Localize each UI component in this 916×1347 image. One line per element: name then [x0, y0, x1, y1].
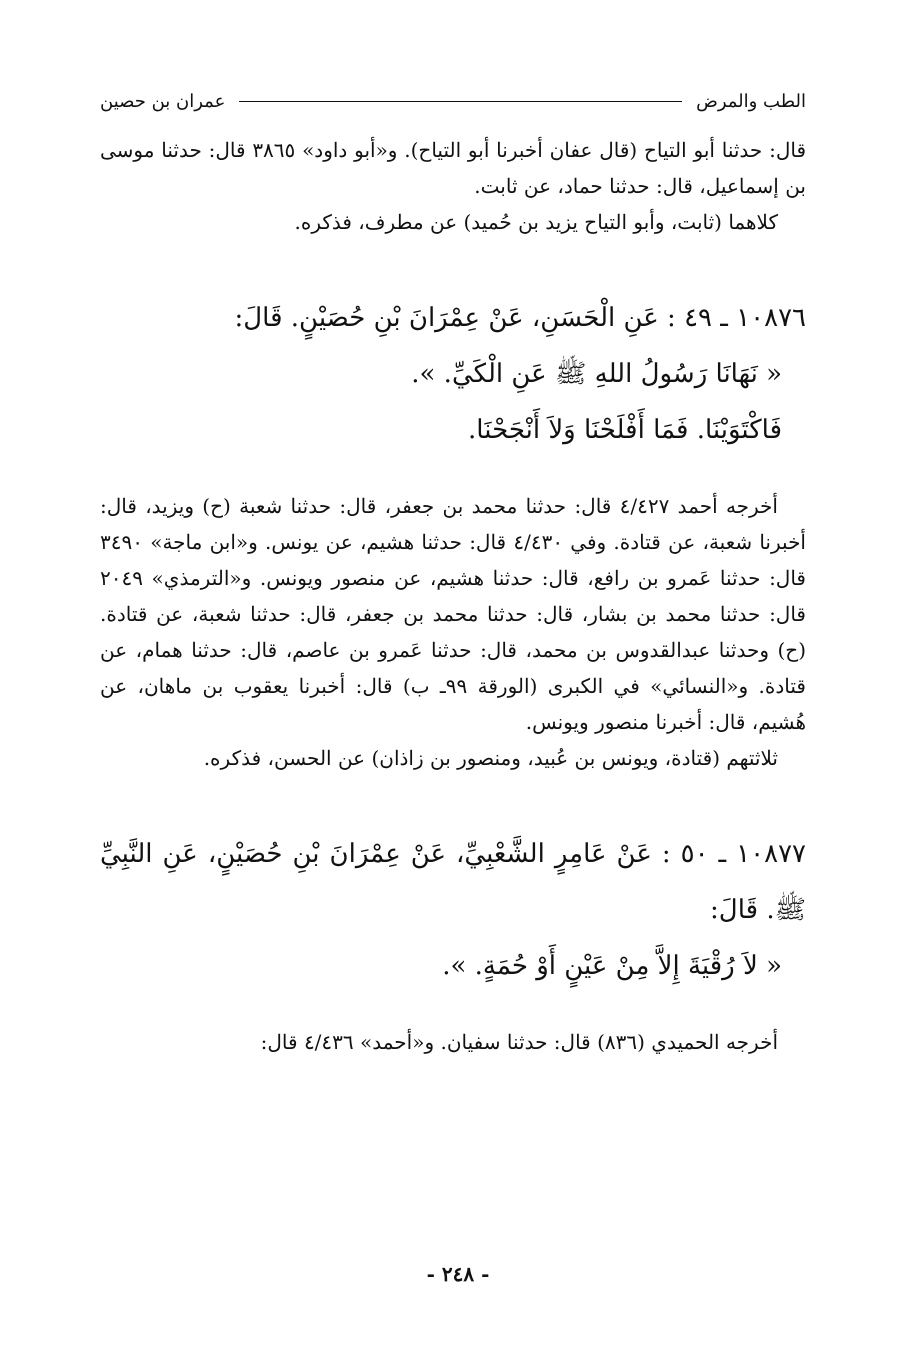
header-rule: [239, 101, 682, 102]
header-companion-name: عمران بن حصين: [100, 90, 226, 112]
hadith-10876-line-3: فَاكْتَوَيْنَا. فَمَا أَفْلَحْنَا وَلاَ أَنْجَحْنَا.: [468, 415, 782, 445]
hadith-10877: [100, 826, 806, 994]
running-header: [100, 88, 806, 114]
page-body: [100, 132, 806, 1060]
takhrij-10876-paragraph-1: أخرجه أحمد ٤/٤٢٧ قال: حدثنا محمد بن جعفر، قال: حدثنا شعبة (ح) ويزيد، قال: أخبرنا شعبة، عن قتادة. وفي ٤/٤٣٠ قال: حدثنا هشيم، عن يونس. و«ابن ماجة» ٣٤٩٠ قال: حدثنا عَمرو بن رافع، قال: حدثنا هشيم، عن منصور ويونس. و«الترمذي» ٢٠٤٩ قال: حدثنا محمد بن بشار، قال: حدثنا محمد بن جعفر، قال: حدثنا شعبة، عن قتادة. (ح) وحدثنا عبدالقدوس بن محمد، قال: حدثنا عَمرو بن عاصم، قال: حدثنا همام، عن قتادة. و«النسائي» في الكبرى (الورقة ٩٩ـ ب) قال: أخبرنا يعقوب بن ماهان، عن هُشيم، قال: أخبرنا منصور ويونس.: [100, 494, 806, 734]
takhrij-10877-paragraph-1: أخرجه الحميدي (٨٣٦) قال: حدثنا سفيان. و«أحمد» ٤/٤٣٦ قال:: [260, 1030, 778, 1054]
intro-paragraph-1: قال: حدثنا أبو التياح (قال عفان أخبرنا أبو التياح). و«أبو داود» ٣٨٦٥ قال: حدثنا موسى بن إسماعيل، قال: حدثنا حماد، عن ثابت.: [100, 138, 806, 198]
hadith-10876: [100, 290, 806, 458]
hadith-10876-line-1: ١٠٨٧٦ ـ ٤٩ : عَنِ الْحَسَنِ، عَنْ عِمْرَانَ بْنِ حُصَيْنٍ. قَالَ:: [234, 303, 806, 333]
intro-paragraph-2: كلاهما (ثابت، وأبو التياح يزيد بن حُميد) عن مطرف، فذكره.: [294, 210, 778, 234]
page-number: - ٢٤٨ -: [426, 1262, 490, 1286]
hadith-10876-line-2: « نَهَانَا رَسُولُ اللهِ ﷺ عَنِ الْكَيِّ. ».: [411, 359, 782, 389]
header-book-title: الطب والمرض: [696, 90, 806, 112]
takhrij-10876-paragraph-2: ثلاثتهم (قتادة، ويونس بن عُبيد، ومنصور بن زاذان) عن الحسن، فذكره.: [203, 746, 778, 770]
hadith-10877-line-2: « لاَ رُقْيَةَ إِلاَّ مِنْ عَيْنٍ أَوْ حُمَةٍ. ».: [442, 951, 782, 981]
hadith-10877-line-1: ١٠٨٧٧ ـ ٥٠ : عَنْ عَامِرٍ الشَّعْبِيِّ، عَنْ عِمْرَانَ بْنِ حُصَيْنٍ، عَنِ النَّبِيِّ ﷺ. قَالَ:: [100, 839, 806, 925]
